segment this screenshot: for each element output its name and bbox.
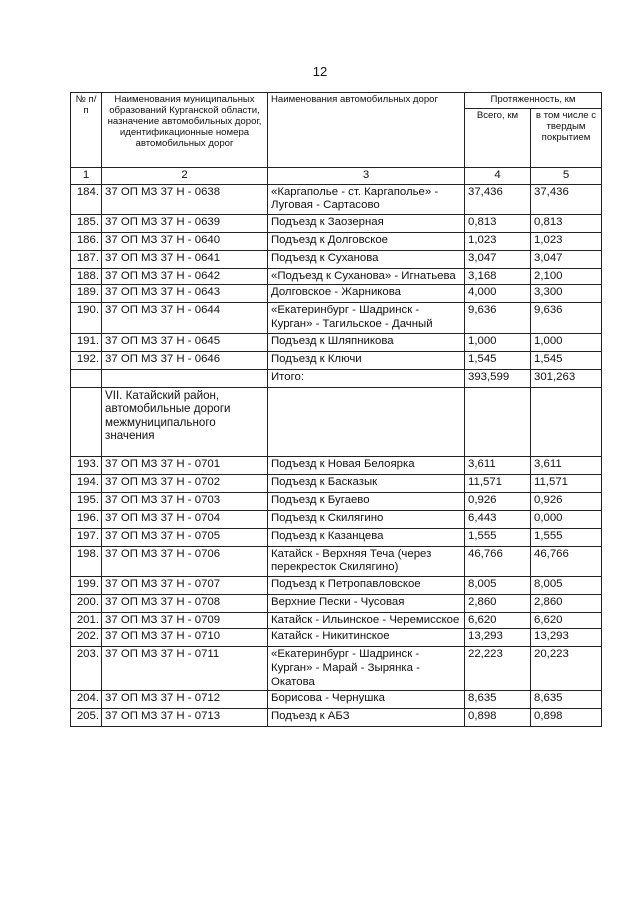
total-value: 393,599: [465, 369, 531, 387]
road-name: «Екатеринбург - Шадринск - Курган» - Марай - Зырянка - Окатова: [268, 647, 465, 691]
length-paved: 13,293: [531, 629, 602, 647]
road-name: Подъезд к Новая Белоярка: [268, 456, 465, 474]
road-name: «Подъезд к Суханова» - Игнатьева: [268, 268, 465, 285]
table-row: [71, 492, 602, 510]
header-num: № п/п: [71, 93, 102, 168]
length-paved: 2,100: [531, 268, 602, 285]
table-row: [71, 546, 602, 576]
length-total: 37,436: [465, 184, 531, 214]
column-number: 3: [268, 168, 465, 185]
length-paved: 11,571: [531, 474, 602, 492]
road-id: 37 ОП МЗ 37 Н - 0711: [102, 647, 268, 691]
table-row: [71, 232, 602, 250]
header-road-name: Наименования автомобильных дорог: [268, 93, 465, 168]
length-total: 0,813: [465, 214, 531, 232]
table-row: [71, 303, 602, 333]
table-body-summary: [71, 369, 602, 456]
length-paved: 8,635: [531, 691, 602, 709]
column-number: 4: [465, 168, 531, 185]
length-paved: 1,000: [531, 333, 602, 351]
length-paved: 6,620: [531, 612, 602, 629]
length-total: 3,168: [465, 268, 531, 285]
table-body-section-vi: [71, 184, 602, 369]
length-total: 1,000: [465, 333, 531, 351]
table-row: [71, 214, 602, 232]
length-paved: 0,813: [531, 214, 602, 232]
road-name: Долговское - Жарникова: [268, 285, 465, 303]
road-name: Борисова - Чернушка: [268, 691, 465, 709]
road-name: Подъезд к Шляпникова: [268, 333, 465, 351]
table-row: [71, 691, 602, 709]
row-number: 196.: [71, 510, 102, 528]
header-total: Всего, км: [465, 109, 531, 168]
road-name: Подъезд к Скилягино: [268, 510, 465, 528]
length-paved: 0,000: [531, 510, 602, 528]
row-number: 190.: [71, 303, 102, 333]
row-number: 197.: [71, 528, 102, 546]
length-paved: 2,860: [531, 594, 602, 612]
length-paved: 0,926: [531, 492, 602, 510]
column-number: 2: [102, 168, 268, 185]
table-row: [71, 333, 602, 351]
total-label: Итого:: [268, 369, 465, 387]
table-row: [71, 647, 602, 691]
length-total: 8,635: [465, 691, 531, 709]
row-number: 203.: [71, 647, 102, 691]
length-total: 1,545: [465, 351, 531, 369]
length-total: 0,926: [465, 492, 531, 510]
road-name: «Каргаполье - ст. Каргаполье» - Луговая - Сартасово: [268, 184, 465, 214]
section-row: [71, 387, 602, 456]
table-row: [71, 268, 602, 285]
table-row: [71, 456, 602, 474]
table-row: [71, 510, 602, 528]
length-total: 11,571: [465, 474, 531, 492]
road-id: 37 ОП МЗ 37 Н - 0709: [102, 612, 268, 629]
total-paved-value: 301,263: [531, 369, 602, 387]
table-row: [71, 709, 602, 727]
row-number: 186.: [71, 232, 102, 250]
row-number: 201.: [71, 612, 102, 629]
column-number: 5: [531, 168, 602, 185]
page-number: 12: [312, 64, 328, 79]
road-name: Подъезд к Петропавловское: [268, 576, 465, 594]
road-id: 37 ОП МЗ 37 Н - 0706: [102, 546, 268, 576]
table-row: [71, 474, 602, 492]
length-total: 9,636: [465, 303, 531, 333]
road-id: 37 ОП МЗ 37 Н - 0645: [102, 333, 268, 351]
table-row: [71, 594, 602, 612]
road-id: 37 ОП МЗ 37 Н - 0638: [102, 184, 268, 214]
length-total: 2,860: [465, 594, 531, 612]
row-number: 193.: [71, 456, 102, 474]
length-total: 3,611: [465, 456, 531, 474]
road-id: 37 ОП МЗ 37 Н - 0702: [102, 474, 268, 492]
road-id: 37 ОП МЗ 37 Н - 0705: [102, 528, 268, 546]
row-number: 198.: [71, 546, 102, 576]
road-name: Подъезд к Долговское: [268, 232, 465, 250]
road-name: Подъезд к Ключи: [268, 351, 465, 369]
header-municipality: Наименования муниципальных образований Курганской области, назначение автомобильных дорог, идентификационные номера автомобильных дорог: [102, 93, 268, 168]
length-total: 1,023: [465, 232, 531, 250]
row-number: 188.: [71, 268, 102, 285]
column-number: 1: [71, 168, 102, 185]
row-number: 191.: [71, 333, 102, 351]
row-number: 202.: [71, 629, 102, 647]
section-title: VII. Катайский район, автомобильные дороги межмуниципального значения: [102, 387, 268, 456]
length-paved: 3,611: [531, 456, 602, 474]
road-name: Подъезд к Бугаево: [268, 492, 465, 510]
length-total: 46,766: [465, 546, 531, 576]
row-number: 192.: [71, 351, 102, 369]
length-total: 0,898: [465, 709, 531, 727]
length-total: 6,443: [465, 510, 531, 528]
table-row: [71, 528, 602, 546]
table-row: [71, 612, 602, 629]
length-paved: 0,898: [531, 709, 602, 727]
road-id: 37 ОП МЗ 37 Н - 0701: [102, 456, 268, 474]
road-id: 37 ОП МЗ 37 Н - 0710: [102, 629, 268, 647]
road-name: Катайск - Ильинское - Черемисское: [268, 612, 465, 629]
length-paved: 3,047: [531, 250, 602, 268]
road-id: 37 ОП МЗ 37 Н - 0707: [102, 576, 268, 594]
row-number: 205.: [71, 709, 102, 727]
header-paved: в том числе с твердым покрытием: [531, 109, 602, 168]
length-paved: 8,005: [531, 576, 602, 594]
road-id: 37 ОП МЗ 37 Н - 0713: [102, 709, 268, 727]
road-id: 37 ОП МЗ 37 Н - 0639: [102, 214, 268, 232]
road-name: Верхние Пески - Чусовая: [268, 594, 465, 612]
length-paved: 9,636: [531, 303, 602, 333]
header-length: Протяженность, км: [465, 93, 602, 109]
road-id: 37 ОП МЗ 37 Н - 0643: [102, 285, 268, 303]
row-number: 184.: [71, 184, 102, 214]
road-id: 37 ОП МЗ 37 Н - 0641: [102, 250, 268, 268]
road-id: 37 ОП МЗ 37 Н - 0644: [102, 303, 268, 333]
length-total: 1,555: [465, 528, 531, 546]
length-paved: 20,223: [531, 647, 602, 691]
row-number: 199.: [71, 576, 102, 594]
road-id: 37 ОП МЗ 37 Н - 0640: [102, 232, 268, 250]
row-number: 200.: [71, 594, 102, 612]
table-row: [71, 250, 602, 268]
row-number: 185.: [71, 214, 102, 232]
row-number: 195.: [71, 492, 102, 510]
road-name: Подъезд к АБЗ: [268, 709, 465, 727]
length-total: 6,620: [465, 612, 531, 629]
length-total: 8,005: [465, 576, 531, 594]
table-row: [71, 285, 602, 303]
length-paved: 37,436: [531, 184, 602, 214]
length-paved: 46,766: [531, 546, 602, 576]
table-body-section-vii: [71, 456, 602, 727]
row-number: 187.: [71, 250, 102, 268]
road-name: Подъезд к Заозерная: [268, 214, 465, 232]
road-name: «Екатеринбург - Шадринск - Курган» - Тагильское - Дачный: [268, 303, 465, 333]
table-row: [71, 576, 602, 594]
length-paved: 1,023: [531, 232, 602, 250]
roads-table: [70, 92, 602, 727]
road-name: Подъезд к Казанцева: [268, 528, 465, 546]
table-row: [71, 351, 602, 369]
road-id: 37 ОП МЗ 37 Н - 0646: [102, 351, 268, 369]
road-id: 37 ОП МЗ 37 Н - 0704: [102, 510, 268, 528]
length-total: 13,293: [465, 629, 531, 647]
row-number: 189.: [71, 285, 102, 303]
table-row: [71, 184, 602, 214]
road-name: Катайск - Никитинское: [268, 629, 465, 647]
table-header: [71, 93, 602, 185]
road-name: Подъезд к Басказык: [268, 474, 465, 492]
table-row: [71, 629, 602, 647]
road-id: 37 ОП МЗ 37 Н - 0708: [102, 594, 268, 612]
column-number-row: [71, 168, 602, 185]
length-total: 3,047: [465, 250, 531, 268]
road-id: 37 ОП МЗ 37 Н - 0703: [102, 492, 268, 510]
road-id: 37 ОП МЗ 37 Н - 0712: [102, 691, 268, 709]
row-number: 204.: [71, 691, 102, 709]
length-paved: 1,555: [531, 528, 602, 546]
length-total: 22,223: [465, 647, 531, 691]
total-row: [71, 369, 602, 387]
road-name: Подъезд к Суханова: [268, 250, 465, 268]
length-paved: 1,545: [531, 351, 602, 369]
row-number: 194.: [71, 474, 102, 492]
road-id: 37 ОП МЗ 37 Н - 0642: [102, 268, 268, 285]
length-total: 4,000: [465, 285, 531, 303]
length-paved: 3,300: [531, 285, 602, 303]
road-name: Катайск - Верхняя Теча (через перекресток Скилягино): [268, 546, 465, 576]
